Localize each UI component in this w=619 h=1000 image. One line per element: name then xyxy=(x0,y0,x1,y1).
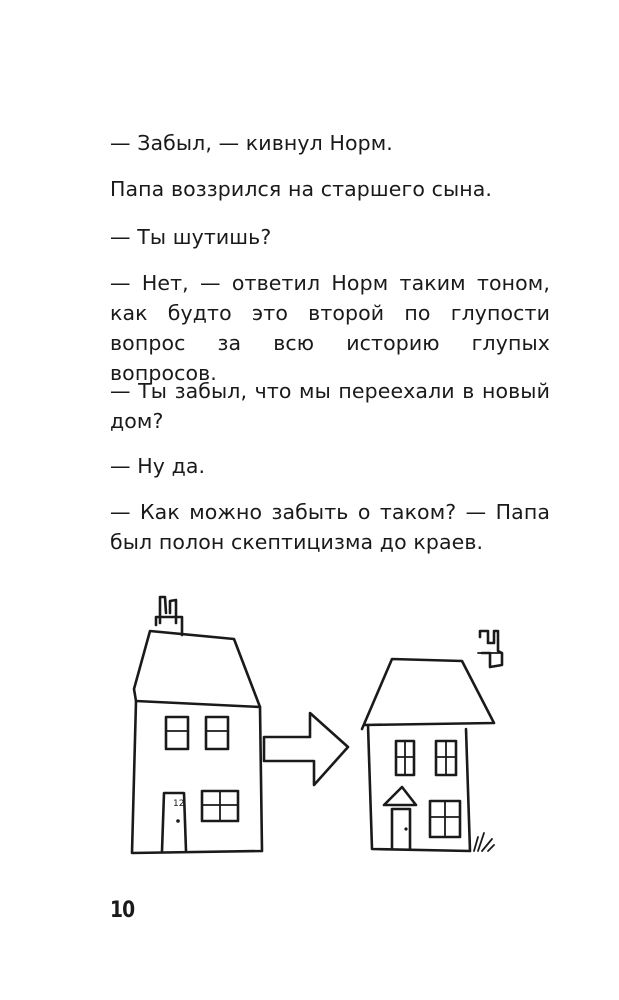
new-house xyxy=(362,631,502,851)
paragraph-2: Папа воззрился на старшего сына. xyxy=(110,177,493,201)
paragraph-7: — Как можно забыть о таком? — Папа был полон скептицизма до краев. xyxy=(110,500,550,554)
page-number: 10 xyxy=(110,898,135,923)
paragraph-4: — Нет, — ответил Норм таким тоном, как будто это второй по глупости вопрос за всю историю глупых вопросов. xyxy=(110,271,550,385)
houses-illustration xyxy=(110,595,530,870)
old-house xyxy=(132,597,262,853)
paragraph-3: — Ты шутишь? xyxy=(110,225,272,249)
old-house-door-number: 12 xyxy=(173,799,185,809)
houses-drawing xyxy=(110,595,530,870)
paragraph-6: — Ну да. xyxy=(110,454,206,478)
paragraph-1: — Забыл, — кивнул Норм. xyxy=(110,131,393,155)
arrow xyxy=(264,713,348,785)
paragraph-5: — Ты забыл, что мы переехали в новый дом? xyxy=(110,379,550,433)
